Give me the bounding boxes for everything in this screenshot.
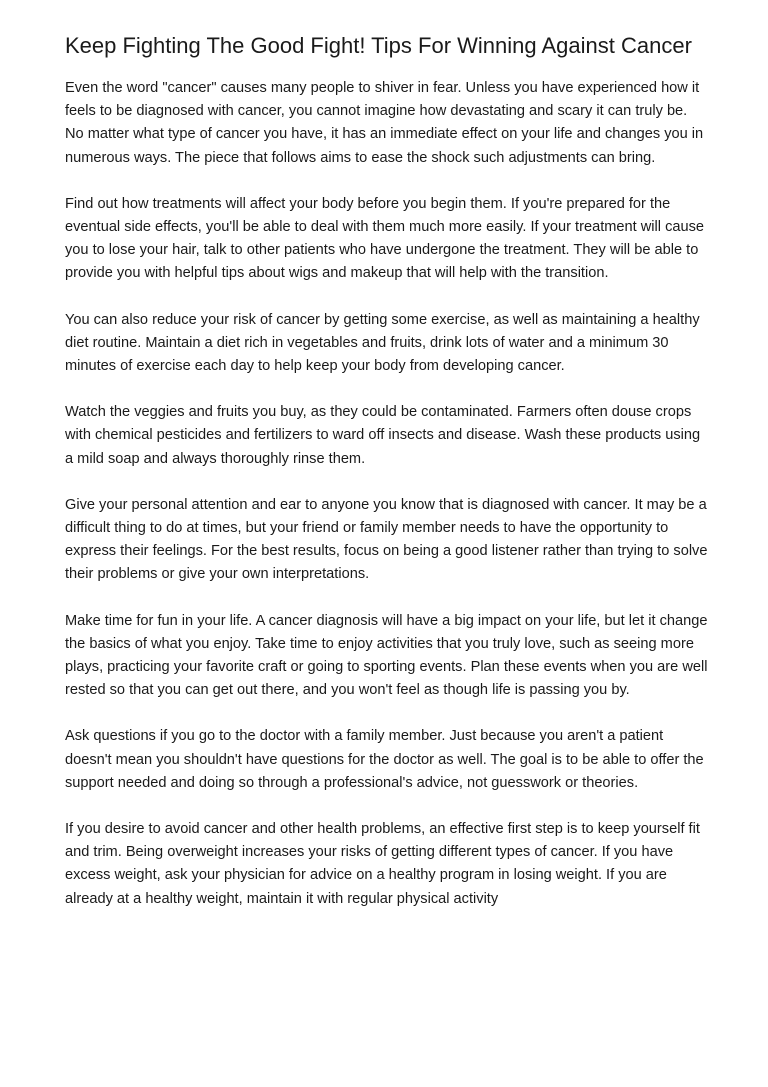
- paragraph: Find out how treatments will affect your body before you begin them. If you're prepared for the eventual side effects, you'll be able to deal with them much more easily. If your treatment will cause you to lose your hair, talk to other patients who have undergone the treatment. They will be able to provide you with helpful tips about wigs and makeup that will help with the transition.: [65, 195, 705, 282]
- paragraph: Give your personal attention and ear to anyone you know that is diagnosed with cancer. It may be a difficult thing to do at times, but your friend or family member needs to have the opportunity to express their feelings. For the best results, focus on being a good listener rather than trying to solve their problems or give your own interpretations.: [65, 496, 708, 583]
- paragraph: Ask questions if you go to the doctor with a family member. Just because you aren't a patient doesn't mean you shouldn't have questions for the doctor as well. The goal is to be able to offer the support needed and doing so through a professional's advice, not guesswork or theories.: [65, 728, 704, 791]
- paragraph: Even the word "cancer" causes many people to shiver in fear. Unless you have experienced how it feels to be diagnosed with cancer, you cannot imagine how devastating and scary it can truly be. No matter what type of cancer you have, it has an immediate effect on your life and changes you in numerous ways. The piece that follows aims to ease the shock such adjustments can bring.: [65, 80, 704, 166]
- document-body: [65, 77, 708, 911]
- document-title: Keep Fighting The Good Fight! Tips For Winning Against Cancer: [65, 33, 692, 58]
- paragraph: Make time for fun in your life. A cancer diagnosis will have a big impact on your life, but let it change the basics of what you enjoy. Take time to enjoy activities that you truly love, such as seeing more plays, practicing your favorite craft or going to sporting events. Plan these events when you are well rested so that you can get out there, and you won't feel as though life is passing you by.: [65, 612, 708, 699]
- paragraph: If you desire to avoid cancer and other health problems, an effective first step is to keep yourself fit and trim. Being overweight increases your risks of getting different types of cancer. If you have excess weight, ask your physician for advice on a healthy program in losing weight. If you are already at a healthy weight, maintain it with regular physical activity: [65, 821, 700, 907]
- paragraph: Watch the veggies and fruits you buy, as they could be contaminated. Farmers often douse crops with chemical pesticides and fertilizers to ward off insects and disease. Wash these products using a mild soap and always thoroughly rinse them.: [65, 404, 701, 467]
- paragraph: You can also reduce your risk of cancer by getting some exercise, as well as maintaining a healthy diet routine. Maintain a diet rich in vegetables and fruits, drink lots of water and a minimum 30 minutes of exercise each day to help keep your body from developing cancer.: [65, 311, 700, 375]
